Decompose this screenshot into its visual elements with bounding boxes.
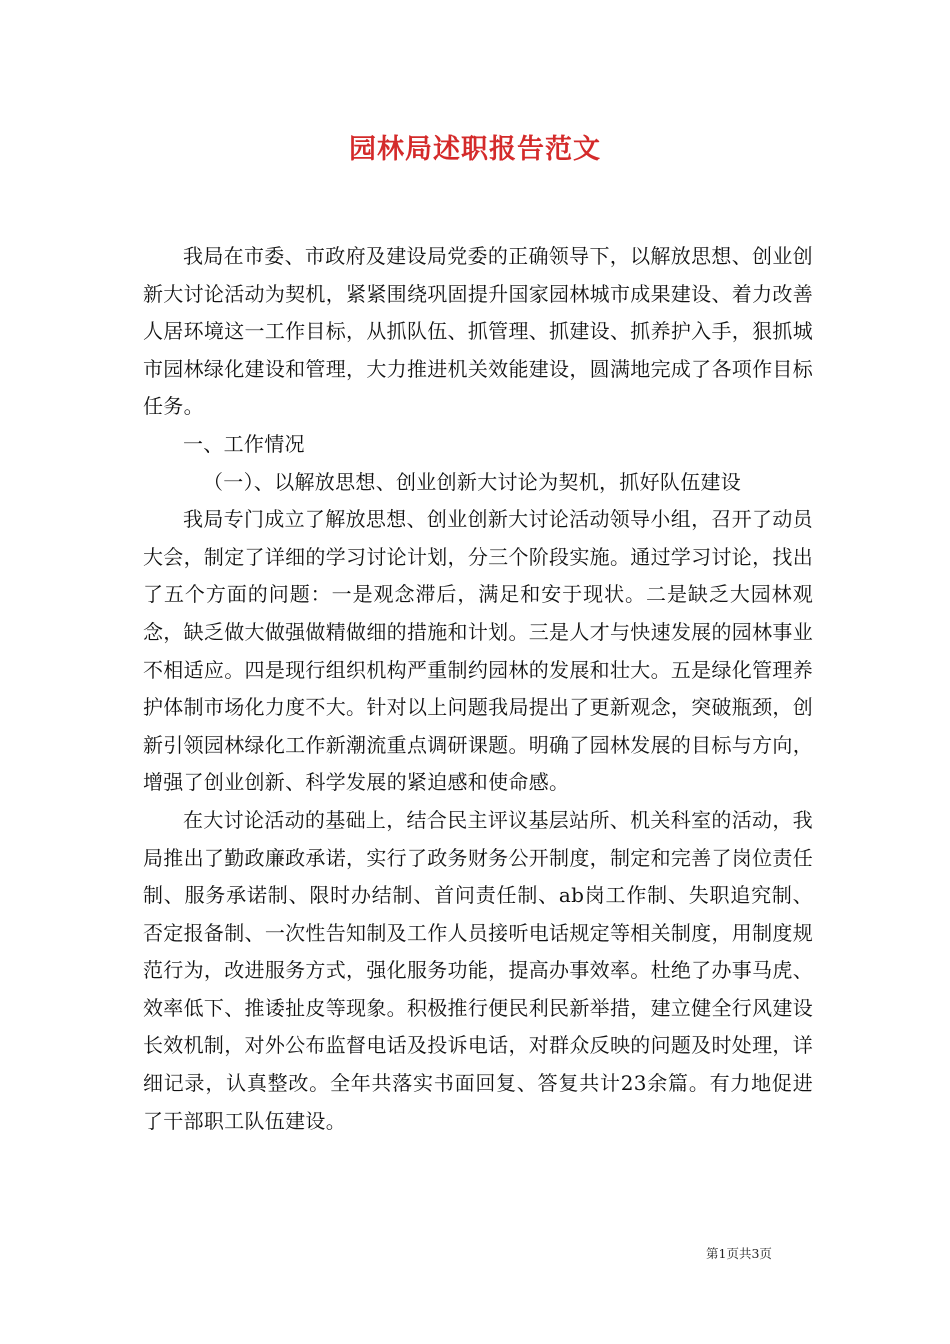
page-number: 第1页共3页 — [706, 1246, 772, 1261]
document-body — [143, 238, 813, 1140]
body-paragraph: 我局专门成立了解放思想、创业创新大讨论活动领导小组，召开了动员大会，制定了详细的学习讨论计划，分三个阶段实施。通过学习讨论，找出了五个方面的问题：一是观念滞后，满足和安于现状。二是缺乏大园林观念，缺乏做大做强做精做细的措施和计划。三是人才与快速发展的园林事业不相适应。四是现行组织机构严重制约园林的发展和壮大。五是绿化管理养护体制市场化力度不大。针对以上问题我局提出了更新观念，突破瓶颈，创新引领园林绿化工作新潮流重点调研课题。明确了园林发展的目标与方向，增强了创业创新、科学发展的紧迫感和使命感。 — [143, 507, 813, 795]
body-paragraph: 在大讨论活动的基础上，结合民主评议基层站所、机关科室的活动，我局推出了勤政廉政承诺，实行了政务财务公开制度，制定和完善了岗位责任制、服务承诺制、限时办结制、首问责任制、ab岗工作制、失职追究制、否定报备制、一次性告知制及工作人员接听电话规定等相关制度，用制度规范行为，改进服务方式，强化服务功能，提高办事效率。杜绝了办事马虎、效率低下、推诿扯皮等现象。积极推行便民利民新举措，建立健全行风建设长效机制，对外公布监督电话及投诉电话，对群众反映的问题及时处理，详细记录，认真整改。全年共落实书面回复、答复共计23余篇。有力地促进了干部职工队伍建设。 — [143, 807, 813, 1133]
intro-paragraph: 我局在市委、市政府及建设局党委的正确领导下，以解放思想、创业创新大讨论活动为契机，紧紧围绕巩固提升国家园林城市成果建设、着力改善人居环境这一工作目标，从抓队伍、抓管理、抓建设、抓养护入手，狠抓城市园林绿化建设和管理，大力推进机关效能建设，圆满地完成了各项作目标任务。 — [143, 244, 813, 419]
document-title: 园林局述职报告范文 — [349, 134, 601, 165]
subsection-heading: （一）、以解放思想、创业创新大讨论为契机，抓好队伍建设 — [203, 469, 742, 494]
section-heading: 一、工作情况 — [183, 431, 305, 456]
